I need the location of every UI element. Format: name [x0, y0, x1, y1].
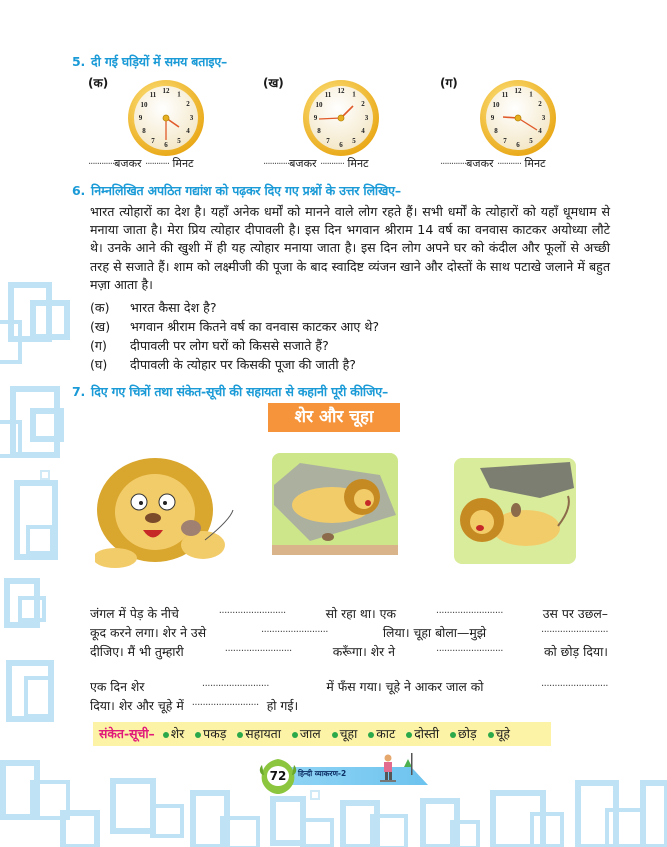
story-line: [90, 696, 608, 715]
clock-answer: [263, 156, 369, 171]
bullet-icon: [406, 732, 412, 738]
hint-word: [195, 726, 226, 741]
question-item: [90, 298, 379, 317]
svg-text:8: 8: [494, 127, 498, 135]
question-label: (ख): [90, 319, 111, 334]
decor-square: [0, 320, 22, 364]
decor-square: [30, 300, 70, 340]
question-text: दीपावली पर लोग घरों को किससे सजाते हैं?: [130, 338, 329, 353]
hour-blank[interactable]: ············: [440, 159, 467, 170]
decor-square: [370, 814, 408, 847]
decor-square: [18, 596, 46, 622]
svg-text:6: 6: [339, 141, 343, 149]
clock-label: (ख): [263, 76, 284, 90]
minute-word: मिनट: [524, 157, 546, 170]
clock-answer: [440, 156, 546, 171]
book-title: हिन्दी व्याकरण-2: [298, 769, 347, 778]
decor-square: [530, 812, 564, 847]
story-blank[interactable]: ·························: [191, 700, 259, 711]
comprehension-questions: [90, 298, 379, 374]
story-text: दीजिए। मैं भी तुम्हारी: [90, 644, 184, 659]
minute-blank[interactable]: ···········: [145, 159, 170, 170]
hint-word: [368, 726, 395, 741]
hint-word: [488, 726, 510, 741]
hint-word: [406, 726, 439, 741]
question-number: 5.: [72, 54, 86, 69]
story-blank[interactable]: ·························: [201, 681, 269, 692]
hint-text: छोड़: [458, 726, 477, 741]
svg-text:3: 3: [364, 114, 369, 122]
svg-text:7: 7: [151, 137, 155, 145]
question-text: भारत कैसा देश है?: [130, 300, 217, 315]
bullet-icon: [332, 732, 338, 738]
hint-list: [93, 722, 551, 746]
question-label: (ग): [90, 338, 107, 353]
clock-icon: [478, 78, 558, 158]
svg-text:4: 4: [361, 127, 365, 135]
story-line: [90, 677, 608, 696]
story-text: को छोड़ दिया।: [543, 644, 608, 659]
svg-text:6: 6: [516, 141, 520, 149]
hour-word: बजकर: [466, 157, 494, 170]
hint-word: [292, 726, 321, 741]
svg-text:4: 4: [186, 127, 190, 135]
clock-answer: [88, 156, 194, 171]
story-text: सो रहा था। एक: [325, 606, 397, 621]
decor-square: [450, 820, 480, 847]
minute-word: मिनट: [347, 157, 369, 170]
svg-text:12: 12: [337, 87, 345, 95]
clock-item-ga: [440, 74, 610, 174]
hint-word: [332, 726, 358, 741]
question-text: निम्नलिखित अपठित गद्यांश को पढ़कर दिए गए प्रश्नों के उत्तर लिखिए–: [91, 183, 401, 198]
page-footer: [258, 757, 426, 793]
hint-text: चूहे: [495, 726, 510, 741]
decor-square: [605, 808, 645, 847]
story-title: शेर और चूहा: [268, 403, 400, 432]
clock-label: (क): [88, 76, 109, 90]
hint-text: चूहा: [339, 726, 358, 741]
decor-square: [150, 804, 184, 838]
question-7-heading: [72, 383, 388, 400]
story-text: दिया। शेर और चूहे में: [90, 698, 184, 713]
decor-square: [640, 780, 667, 847]
story-line: [90, 642, 608, 661]
story-blank[interactable]: ·························: [260, 627, 328, 638]
hint-word: [450, 726, 477, 741]
svg-text:5: 5: [177, 137, 181, 145]
svg-text:6: 6: [164, 141, 168, 149]
question-item: [90, 355, 379, 374]
decor-square: [30, 408, 64, 442]
svg-text:9: 9: [490, 114, 495, 122]
story-paragraph-1: [90, 604, 608, 661]
svg-text:8: 8: [142, 127, 146, 135]
question-item: [90, 336, 379, 355]
story-text: करूँगा। शेर ने: [332, 644, 396, 659]
story-blank[interactable]: ·························: [218, 608, 286, 619]
hour-blank[interactable]: ············: [263, 159, 290, 170]
bullet-icon: [488, 732, 494, 738]
question-6-heading: [72, 182, 401, 199]
clock-icon: [126, 78, 206, 158]
decor-square: [26, 525, 54, 555]
hint-word: [163, 726, 185, 741]
svg-text:11: 11: [501, 91, 509, 99]
boy-skating-icon: [376, 753, 416, 785]
hour-word: बजकर: [114, 157, 142, 170]
story-line: [90, 623, 608, 642]
question-label: (घ): [90, 357, 108, 372]
hint-text: जाल: [299, 726, 321, 741]
svg-text:11: 11: [324, 91, 332, 99]
story-blank[interactable]: ·························: [541, 627, 608, 638]
decor-square: [0, 420, 22, 458]
decor-square: [220, 816, 260, 847]
hint-word: [237, 726, 281, 741]
hint-text: दोस्ती: [414, 726, 440, 741]
lion-with-mouse-illustration: [95, 450, 245, 570]
story-text: उस पर उछल–: [542, 606, 608, 621]
bullet-icon: [163, 732, 169, 738]
svg-text:2: 2: [361, 100, 365, 108]
svg-text:10: 10: [140, 101, 148, 109]
question-label: (क): [90, 300, 110, 315]
bullet-icon: [368, 732, 374, 738]
question-5-heading: [72, 53, 227, 70]
bullet-icon: [237, 732, 243, 738]
lion-trapped-in-net-illustration: [270, 445, 400, 563]
decor-square: [300, 818, 334, 847]
hint-list-label: संकेत-सूची–: [99, 726, 155, 741]
hour-word: बजकर: [289, 157, 317, 170]
hint-text: काट: [376, 726, 396, 741]
decor-square: [60, 810, 100, 847]
svg-text:3: 3: [541, 114, 546, 122]
svg-text:7: 7: [326, 137, 330, 145]
svg-text:9: 9: [138, 114, 143, 122]
hint-text: पकड़: [203, 726, 227, 741]
svg-text:12: 12: [514, 87, 522, 95]
bullet-icon: [292, 732, 298, 738]
story-text: हो गई।: [266, 698, 299, 713]
question-number: 7.: [72, 384, 86, 399]
clock-icon: [301, 78, 381, 158]
decor-square: [40, 470, 50, 480]
story-text: जंगल में पेड़ के नीचे: [90, 606, 179, 621]
svg-text:2: 2: [186, 100, 190, 108]
story-paragraph-2: [90, 677, 608, 715]
svg-text:4: 4: [538, 127, 542, 135]
decor-square: [24, 676, 52, 718]
story-blank[interactable]: ·························: [541, 681, 608, 692]
svg-text:7: 7: [503, 137, 507, 145]
question-text: दी गई घड़ियों में समय बताइए–: [91, 54, 228, 69]
svg-text:2: 2: [538, 100, 542, 108]
svg-text:10: 10: [315, 101, 323, 109]
minute-blank[interactable]: ···········: [320, 159, 345, 170]
story-text: कूद करने लगा। शेर ने उसे: [90, 625, 207, 640]
question-number: 6.: [72, 183, 86, 198]
story-text: लिया। चूहा बोला—मुझे: [382, 625, 487, 640]
minute-blank[interactable]: ···········: [497, 159, 522, 170]
story-blank[interactable]: ·························: [436, 646, 503, 657]
clock-item-ka: [88, 74, 258, 174]
svg-text:5: 5: [529, 137, 533, 145]
story-text: में फँस गया। चूहे ने आकर जाल को: [326, 679, 484, 694]
story-blank[interactable]: ·························: [224, 646, 292, 657]
question-text: दीपावली के त्योहार पर किसकी पूजा की जाती है?: [130, 357, 356, 372]
hint-text: सहायता: [245, 726, 281, 741]
question-text: दिए गए चित्रों तथा संकेत-सूची की सहायता से कहानी पूरी कीजिए–: [91, 384, 388, 399]
svg-text:5: 5: [352, 137, 356, 145]
svg-text:8: 8: [317, 127, 321, 135]
svg-text:1: 1: [529, 90, 533, 99]
svg-text:3: 3: [189, 114, 194, 122]
clock-label: (ग): [440, 76, 458, 90]
hour-blank[interactable]: ············: [88, 159, 115, 170]
bullet-icon: [450, 732, 456, 738]
story-text: एक दिन शेर: [90, 679, 145, 694]
svg-text:12: 12: [162, 87, 170, 95]
minute-word: मिनट: [172, 157, 194, 170]
unseen-passage: भारत त्योहारों का देश है। यहाँ अनेक धर्मों को मानने वाले लोग रहते हैं। सभी धर्मों के त्योहारों को यहाँ धूमधाम से मनाया जाता है। मेरा प्रिय त्योहार दीपावली है। इस दिन भगवान श्रीराम 14 वर्ष का वनवास काटकर अयोध्या लौटे थे। उनके आने की खुशी में ही यह त्योहार मनाया जाता है। इस दिन लोग अपने घर को कंदील और फूलों से अच्छी तरह से सजाते हैं। शाम को लक्ष्मीजी की पूजा के बाद स्वादिष्ट व्यंजन खाने और दोस्तों के साथ पटाखे जलाने में बहुत मज़ा आता है।: [90, 204, 610, 292]
question-text: भगवान श्रीराम कितने वर्ष का वनवास काटकर आए थे?: [130, 319, 380, 334]
svg-text:10: 10: [492, 101, 500, 109]
mouse-riding-lion-illustration: [450, 448, 580, 568]
story-blank[interactable]: ·························: [435, 608, 503, 619]
question-item: [90, 317, 379, 336]
story-line: [90, 604, 608, 623]
hint-text: शेर: [170, 726, 185, 741]
clock-item-kha: [263, 74, 433, 174]
bullet-icon: [195, 732, 201, 738]
svg-text:1: 1: [352, 90, 356, 99]
svg-text:11: 11: [149, 91, 157, 99]
svg-text:1: 1: [177, 90, 181, 99]
page-number: 72: [267, 766, 289, 786]
svg-text:9: 9: [313, 114, 318, 122]
